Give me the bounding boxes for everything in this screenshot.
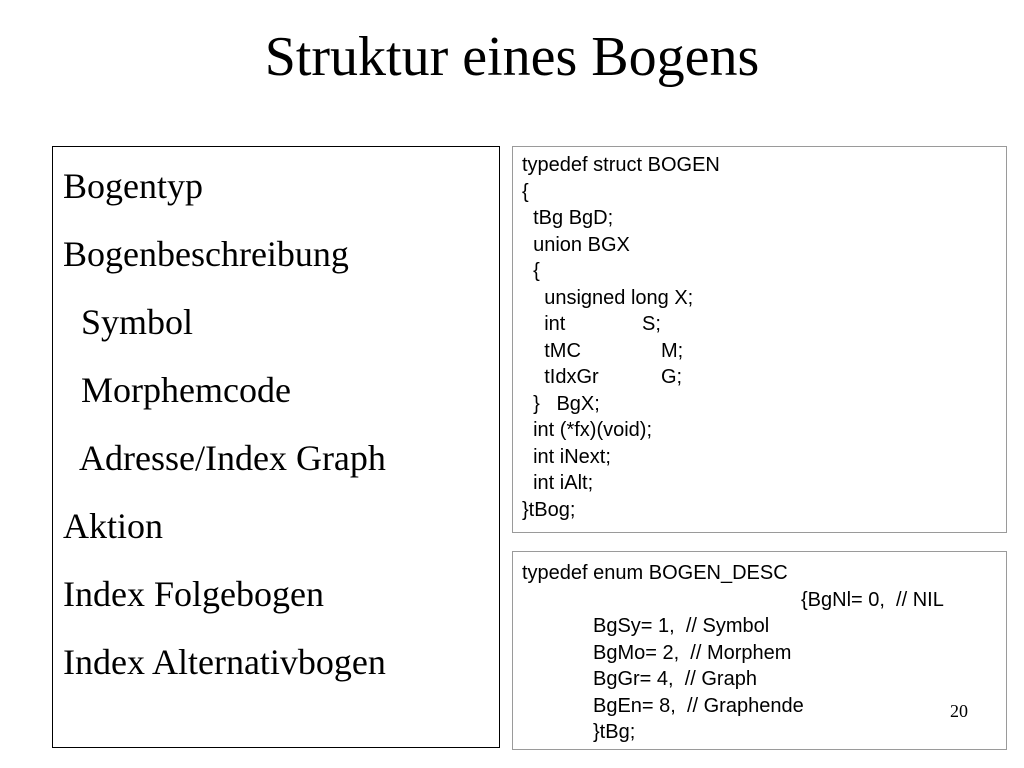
- page-number: 20: [950, 701, 968, 721]
- code-line-member-g: [522, 364, 1006, 391]
- list-item-bogentyp: Bogentyp: [63, 166, 203, 206]
- code-line: BgMo= 2, // Morphem: [593, 641, 792, 664]
- arc-structure-list: [52, 146, 500, 748]
- struct-code-box: [512, 146, 1007, 533]
- code-line: int (*fx)(void);: [522, 419, 653, 441]
- code-line: union BGX: [522, 233, 630, 256]
- list-item-symbol: Symbol: [63, 302, 194, 342]
- code-line-member-m: [522, 338, 1006, 365]
- code-line: int iNext;: [522, 445, 611, 468]
- enum-code-box: [512, 551, 1007, 750]
- code-line: BgGr= 4, // Graph: [593, 668, 757, 690]
- code-member: M;: [661, 339, 684, 362]
- code-line: unsigned long X;: [522, 286, 694, 309]
- code-line: typedef enum BOGEN_DESC: [522, 562, 788, 584]
- code-line: }tBg;: [593, 721, 636, 743]
- code-line: int iAlt;: [522, 472, 594, 494]
- code-line: BgEn= 8, // Graphende: [593, 694, 804, 717]
- code-line: BgSy= 1, // Symbol: [593, 615, 770, 637]
- code-type: tMC: [522, 339, 581, 362]
- code-member: G;: [661, 366, 683, 388]
- list-item-bogenbeschreibung: Bogenbeschreibung: [63, 234, 349, 274]
- slide-title: Struktur eines Bogens: [264, 26, 760, 88]
- code-line: {: [522, 260, 540, 282]
- code-line: } BgX;: [522, 392, 600, 415]
- code-line: }tBog;: [522, 498, 576, 521]
- code-line: tBg BgD;: [522, 207, 614, 229]
- code-line: {BgNl= 0, // NIL: [801, 588, 944, 611]
- list-item-index-alternativbogen: Index Alternativbogen: [63, 642, 386, 682]
- list-item-index-folgebogen: Index Folgebogen: [63, 574, 324, 614]
- code-type: tIdxGr: [522, 366, 599, 388]
- code-member: S;: [642, 313, 661, 335]
- list-item-morphemcode: Morphemcode: [63, 370, 291, 410]
- code-line: {: [522, 180, 529, 203]
- code-line-member-s: [522, 311, 1006, 338]
- code-line: typedef struct BOGEN: [522, 154, 720, 176]
- code-type: int: [522, 313, 566, 335]
- list-item-adresse-index-graph: Adresse/Index Graph: [63, 438, 386, 478]
- list-item-aktion: Aktion: [63, 506, 164, 546]
